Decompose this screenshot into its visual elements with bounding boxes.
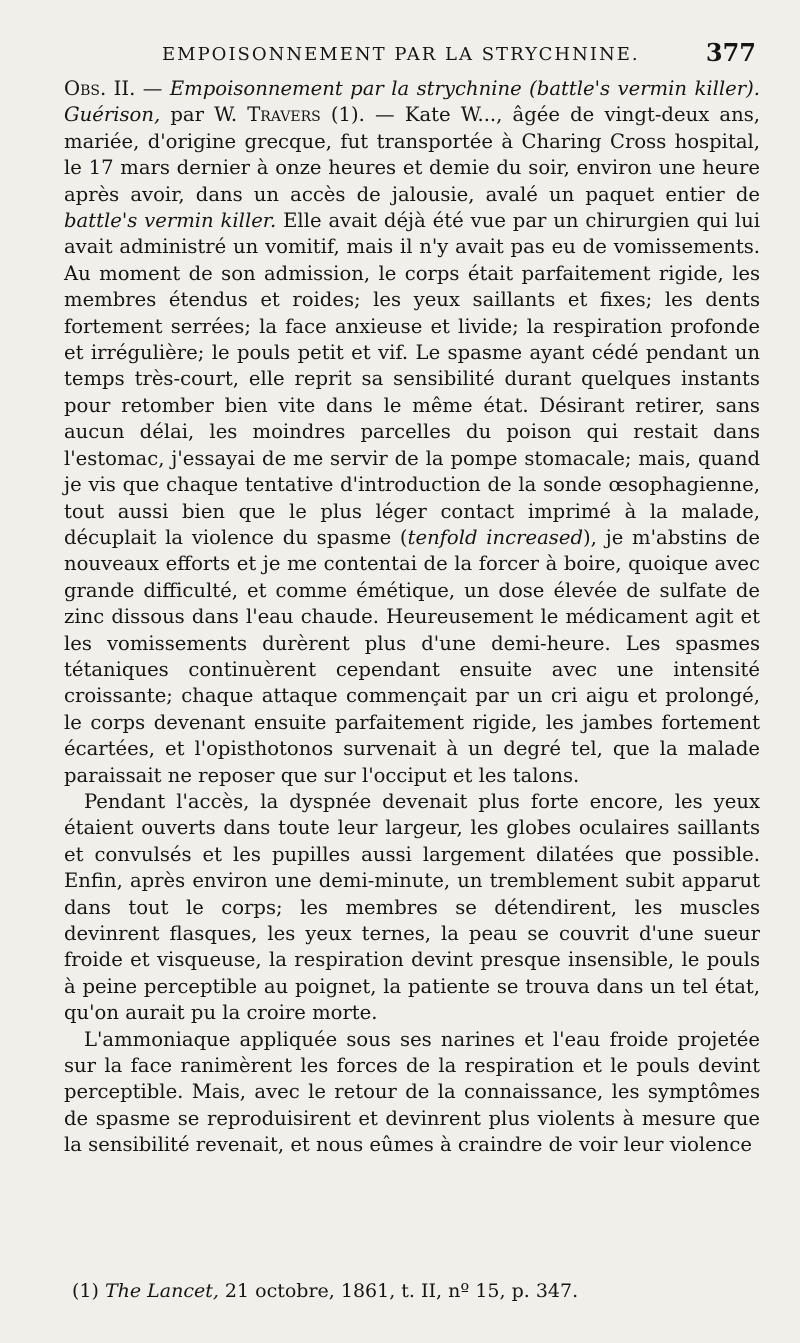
obs-author: Travers (247, 103, 321, 127)
running-title: EMPOISONNEMENT PAR LA STRYCHNINE. (162, 44, 640, 65)
obs-text-2: Elle avait déjà été vue par un chirurgien qui lui avait administré un vomitif, mais il n'y avait pas eu de vomissements. Au moment de son admission, le corps était parfaitement rigide, les membres étendus et roides; les yeux saillants et fixes; les dents fortement serrées; la face anxieuse et livide; la respiration profonde et irrégulière; le pouls petit et vif. Le spasme ayant cédé pendant un temps très-court, elle reprit sa sensibilité durant quelques instants pour retomber bien vite dans le même état. Désirant retirer, sans aucun délai, les moindres parcelles du poison qui restait dans l'estomac, j'essayai de me servir de la pompe stomacale; mais, quand je vis que chaque tentative d'introduction de la sonde œsophagienne, tout aussi bien que le plus léger contact imprimé à la malade, décuplait la violence du spasme ( (64, 209, 760, 549)
paragraph-2: Pendant l'accès, la dyspnée devenait plus forte encore, les yeux étaient ouverts dans toute leur largeur, les globes oculaires saillants et convulsés et les pupilles aussi largement dilatées que possible. Enfin, après environ une demi-minute, un tremblement subit apparut dans tout le corps; les membres se détendirent, les muscles devinrent flasques, les yeux ternes, la peau se couvrit d'une sueur froide et visqueuse, la respiration devint presque insensible, le pouls à peine perceptible au poignet, la patiente se trouva dans un tel état, qu'on aurait pu la croire morte. (64, 789, 760, 1025)
obs-text: Kate W..., âgée de vingt-deux ans, mariée, d'origine grecque, fut transportée à Charing Cross hospital, le 17 mars dernier à onze heures et demie du soir, environ une heure après avoir, dans un accès de jalousie, avalé un paquet entier de (64, 103, 760, 206)
footnote-marker: (1) (72, 1280, 105, 1302)
poison-name: battle's vermin killer. (64, 209, 277, 233)
body-text (64, 76, 760, 1159)
running-head (64, 36, 760, 72)
obs-text-3: ), je m'abstins de nouveaux efforts et je me contentai de la forcer à boire, quoique avec grande difficulté, et comme émétique, un dose élevée de sulfate de zinc dissous dans l'eau chaude. Heureusement le médicament agit et les vomissements durèrent plus d'une demi-heure. Les spasmes tétaniques continuèrent cependant ensuite avec une intensité croissante; chaque attaque commençait par un cri aigu et prolongé, le corps devenant ensuite parfaitement rigide, les jambes fortement écartées, et l'opisthotonos survenait à un degré tel, que la malade paraissait ne reposer que sur l'occiput et les talons. (64, 525, 761, 787)
obs-subtitle: Guérison, (64, 103, 161, 127)
tenfold-phrase: tenfold increased (407, 525, 583, 549)
obs-title: Empoisonnement par la strychnine (battle's vermin killer). (169, 77, 760, 100)
footnote-details: 21 octobre, 1861, t. II, nº 15, p. 347. (218, 1280, 579, 1302)
footnote-source: The Lancet, (104, 1280, 219, 1302)
obs-dash: — (135, 77, 170, 100)
observation-paragraph (64, 76, 760, 789)
obs-by: par W. (160, 103, 248, 127)
obs-label: Obs. II. (64, 77, 136, 100)
paragraph-3: L'ammoniaque appliquée sous ses narines et l'eau froide projetée sur la face ranimèrent les forces de la respiration et le pouls devint perceptible. Mais, avec le retour de la connaissance, les symptômes de spasme se reproduisirent et devinrent plus violents à mesure que la sensibilité revenait, et nous eûmes à craindre de voir leur violence (64, 1027, 760, 1157)
footnote-reference: (1). — (320, 103, 405, 127)
footnote (72, 1280, 578, 1302)
page-number: 377 (705, 38, 756, 67)
